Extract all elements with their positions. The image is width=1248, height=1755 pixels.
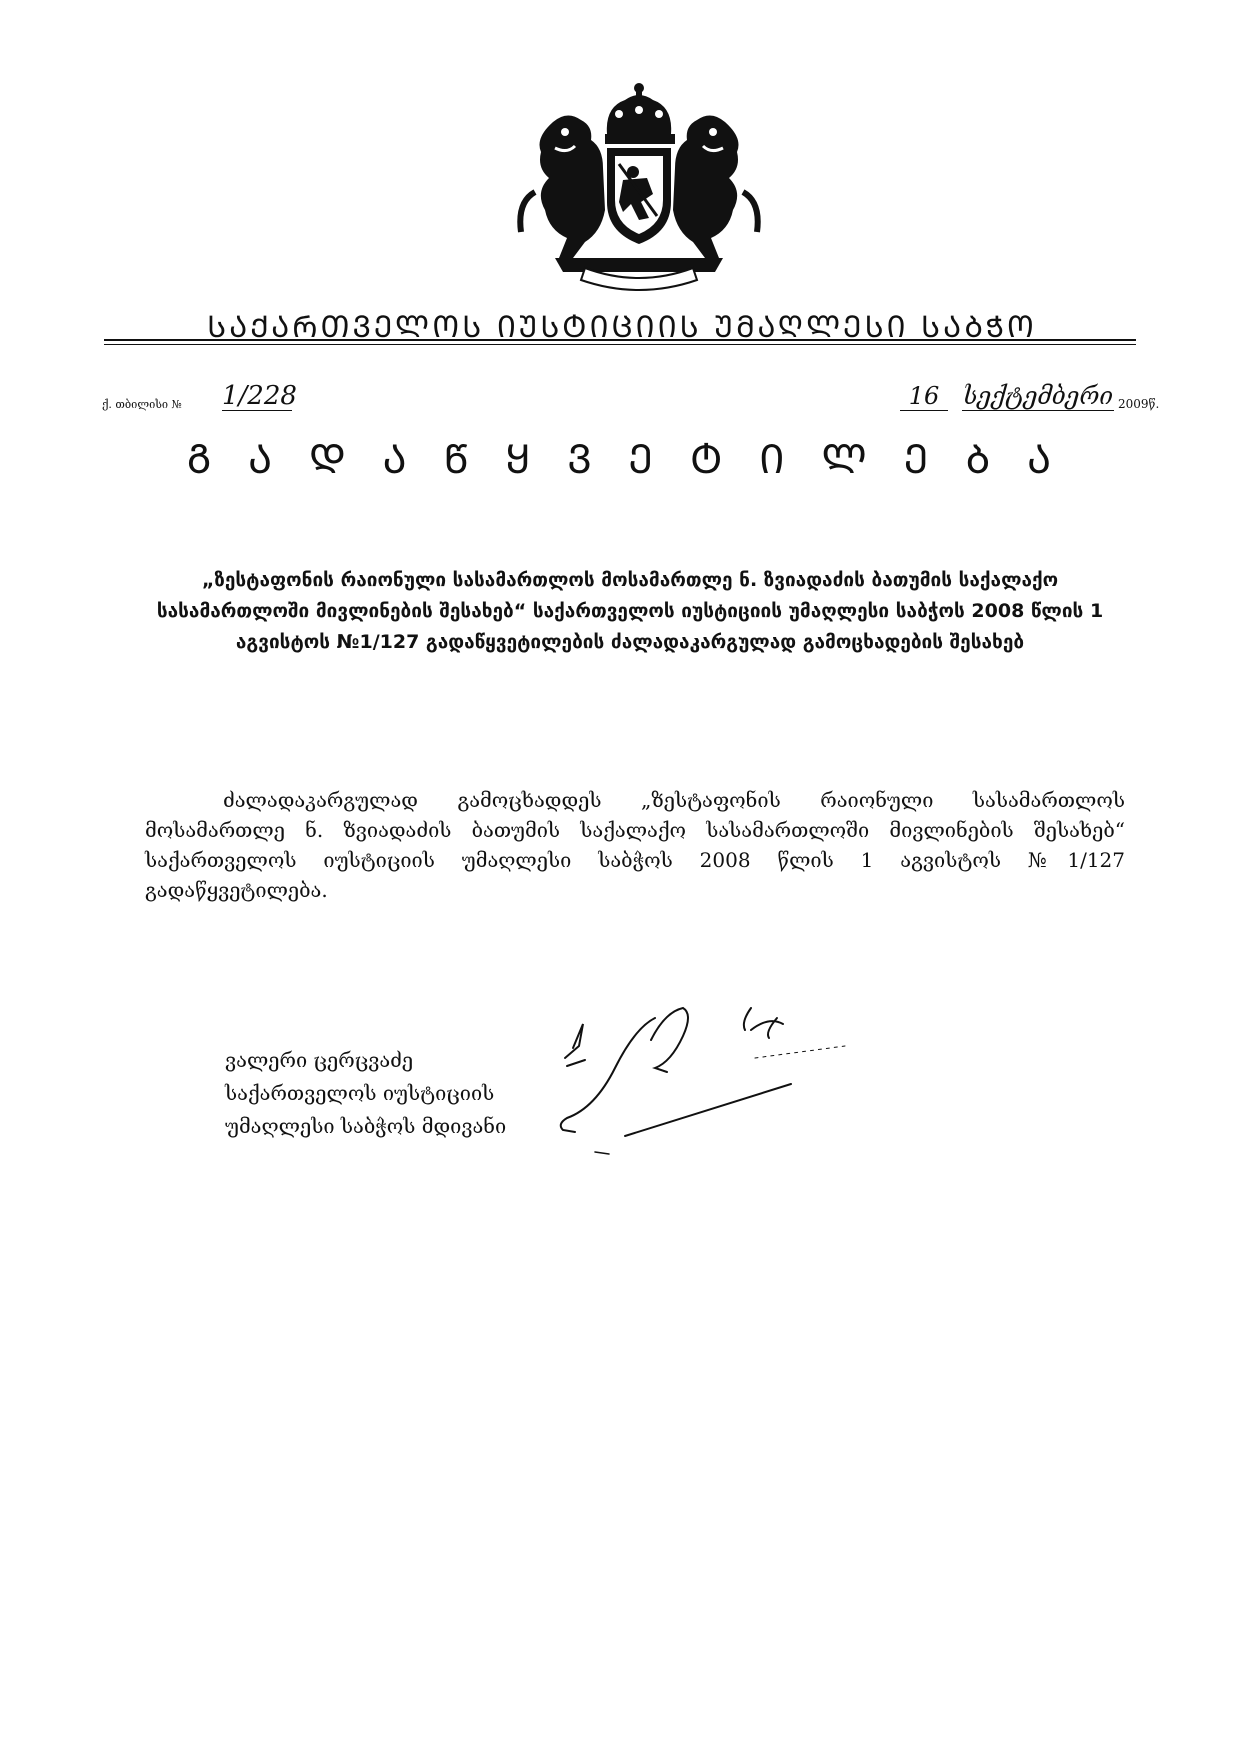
date-day: 16	[900, 382, 948, 411]
header-rule-thin	[104, 344, 1136, 345]
document-title: Გ Ა Დ Ა Წ Ყ Ვ Ე Ტ Ი Ლ Ე Ბ Ა	[186, 437, 1064, 483]
georgia-coat-of-arms-icon	[515, 82, 763, 292]
header-rule	[104, 339, 1136, 341]
reference-number: 1/228	[222, 381, 297, 411]
institution-name: ᲡᲐᲥᲐᲠᲗᲕᲔᲚᲝᲡ ᲘᲣᲡᲢᲘᲪᲘᲘᲡ ᲣᲛᲐᲦᲚᲔᲡᲘ ᲡᲐᲑᲭᲝ	[207, 310, 1037, 345]
date-year: 2009წ.	[1118, 397, 1160, 411]
date-month: სექტემბერი	[962, 382, 1114, 410]
signatory-position-line2: უმაღლესი საბჭოს მდივანი	[225, 1114, 507, 1138]
document-subject: „ზესტაფონის რაიონული სასამართლოს მოსამართლე ნ. ზვიადაძის ბათუმის საქალაქო სასამართლოში მივლინების შესახებ“ საქართველოს იუსტიციის უმაღლესი საბჭოს 2008 წლის 1 აგვისტოს №1/127 გადაწყვეტილების ძალადაკარგულად გამოცხადების შესახებ	[156, 569, 1104, 653]
signatory-name: ვალერი ცერცვაძე	[225, 1048, 414, 1072]
reference-prefix: ქ. თბილისი №	[102, 398, 182, 411]
document-body: ძალადაკარგულად გამოცხადდეს „ზესტაფონის რაიონული სასამართლოს მოსამართლე ნ. ზვიადაძის ბათუმის საქალაქო სასამართლოში მივლინების შესახებ“ საქართველოს იუსტიციის უმაღლესი საბჭოს 2008 წლის 1 აგვისტოს №1/127 გადაწყვეტილება.	[145, 788, 1125, 902]
handwritten-signature-icon	[555, 988, 875, 1168]
signatory-position-line1: საქართველოს იუსტიციის	[225, 1081, 495, 1105]
footer-marks	[0, 1740, 1248, 1741]
